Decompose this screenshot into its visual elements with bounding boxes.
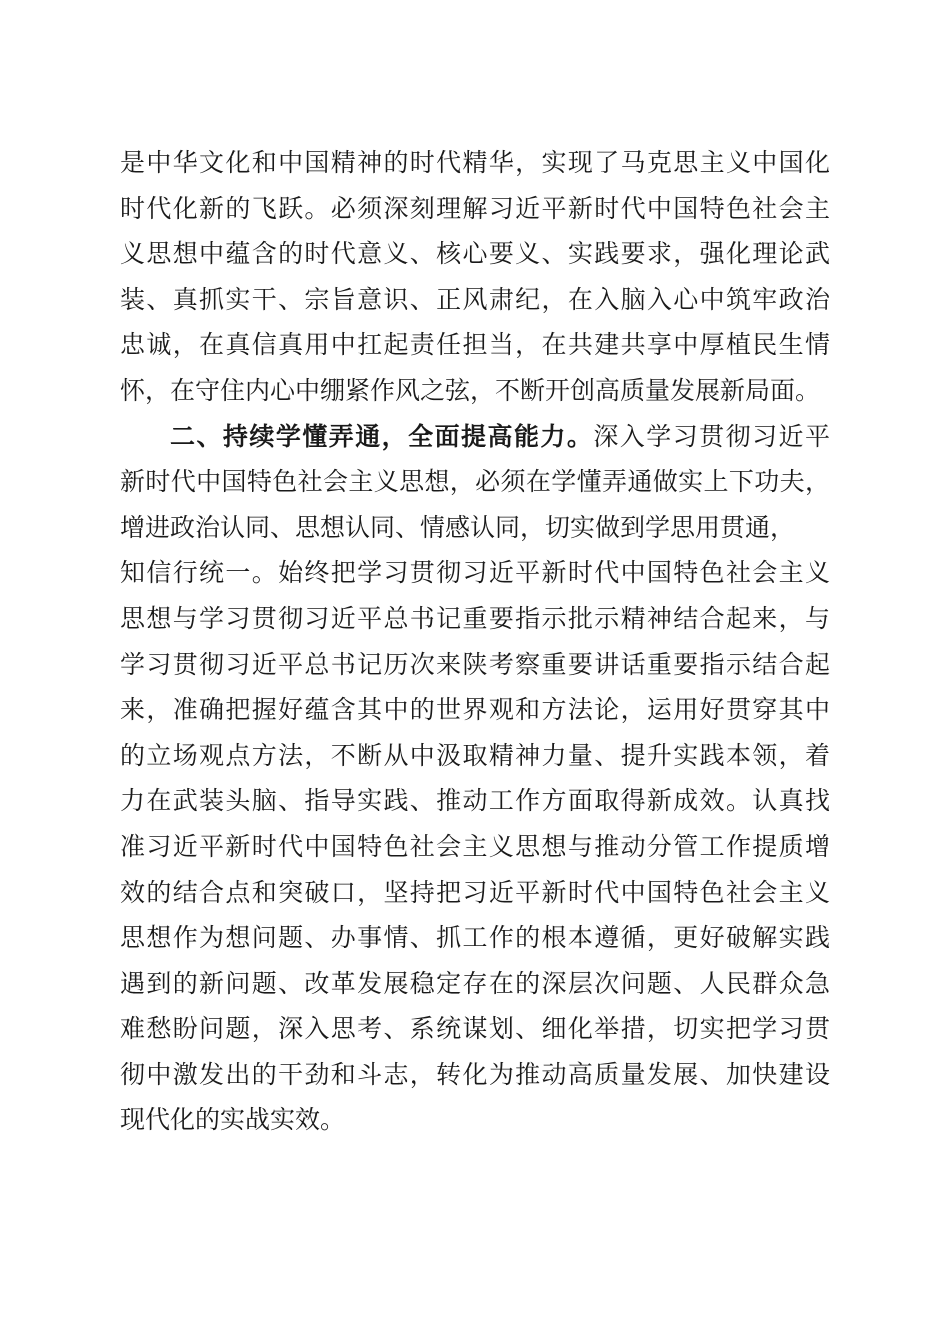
document-body [120, 140, 830, 1143]
paragraph-line: 忠诚，在真信真用中扛起责任担当，在共建共享中厚植民生情 [120, 330, 830, 360]
paragraph-line: 难愁盼问题，深入思考、系统谋划、细化举措，切实把学习贯 [120, 1014, 830, 1044]
paragraph-line: 知信行统一。始终把学习贯彻习近平新时代中国特色社会主义 [120, 558, 830, 588]
paragraph-line: 现代化的实战实效。 [120, 1105, 346, 1135]
paragraph-line: 遇到的新问题、改革发展稳定存在的深层次问题、人民群众急 [120, 968, 830, 998]
section-first-line-text: 深入学习贯彻习近平 [593, 421, 830, 451]
paragraph-line: 准习近平新时代中国特色社会主义思想与推动分管工作提质增 [120, 831, 830, 861]
paragraph-line: 力在武装头脑、指导实践、推动工作方面取得新成效。认真找 [120, 786, 830, 816]
paragraph-line: 思想与学习贯彻习近平总书记重要指示批示精神结合起来，与 [120, 603, 830, 633]
paragraph-line: 时代化新的飞跃。必须深刻理解习近平新时代中国特色社会主 [120, 193, 830, 223]
paragraph-line: 义思想中蕴含的时代意义、核心要义、实践要求，强化理论武 [120, 239, 830, 269]
paragraph-line: 是中华文化和中国精神的时代精华，实现了马克思主义中国化 [120, 148, 830, 177]
paragraph-line: 新时代中国特色社会主义思想，必须在学懂弄通做实上下功夫， [120, 467, 830, 497]
paragraph-line: 装、真抓实干、宗旨意识、正风肃纪，在入脑入心中筑牢政治 [120, 284, 830, 314]
paragraph-line: 的立场观点方法，不断从中汲取精神力量、提升实践本领，着 [120, 740, 830, 770]
paragraph-line: 怀，在守住内心中绷紧作风之弦，不断开创高质量发展新局面。 [120, 375, 821, 405]
paragraph-line: 彻中激发出的干劲和斗志，转化为推动高质量发展、加快建设 [120, 1059, 830, 1089]
section-heading: 二、持续学懂弄通，全面提高能力。 [170, 421, 594, 451]
paragraph-line: 思想作为想问题、办事情、抓工作的根本遵循，更好破解实践 [120, 923, 830, 953]
section-heading-line [120, 414, 830, 460]
paragraph-line: 来，准确把握好蕴含其中的世界观和方法论，运用好贯穿其中 [120, 695, 830, 725]
paragraph-line: 增进政治认同、思想认同、情感认同，切实做到学思用贯通， [120, 512, 796, 542]
paragraph-line: 学习贯彻习近平总书记历次来陕考察重要讲话重要指示结合起 [120, 649, 830, 679]
paragraph-line: 效的结合点和突破口，坚持把习近平新时代中国特色社会主义 [120, 877, 830, 907]
